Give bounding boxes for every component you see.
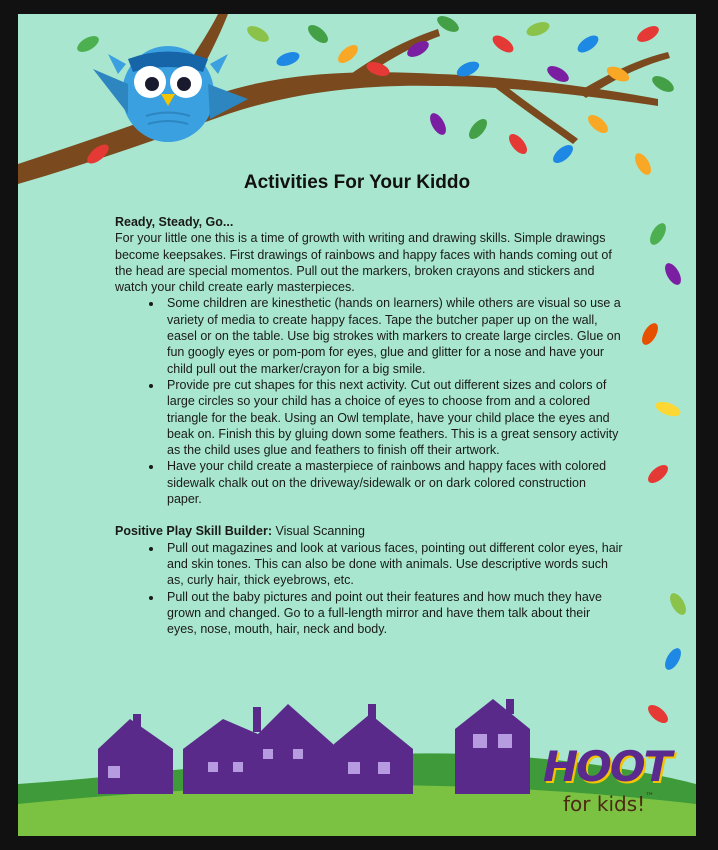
- activity-list: [115, 295, 623, 507]
- list-item: • Pull out magazines and look at various faces, pointing out different color eyes, hair and skin tones. This can also be done with animals. Use descriptive words such as, curly hair, thick eyebrows, etc.: [163, 540, 623, 589]
- list-item: • Provide pre cut shapes for this next activity. Cut out different sizes and colors of large circles so your child has a choice of eyes to choose from and a colored triangle for the beak. Using an Owl template, have your child place the eyes and beak on. Finish this by gluing down some feathers. This is a great sensory activity as the child uses glue and feathers to finish off their artwork.: [163, 377, 623, 458]
- section-intro: For your little one this is a time of growth with writing and drawing skills. Simple drawings become keepsakes. First drawings of rainbows and happy faces with hands coming out of the head are special momentos. Pull out the markers, broken crayons and stickers and watch your child create early masterpieces.: [115, 231, 612, 295]
- page-title: Activities For Your Kiddo: [243, 172, 471, 193]
- owl-icon: [93, 46, 248, 142]
- list-item: • Pull out the baby pictures and point out their features and how much they have grown and changed. Go to a full-length mirror and have them talk about their eyes, nose, mouth, hair, neck and body.: [163, 589, 623, 638]
- logo-subtext: for kids!™: [563, 792, 655, 816]
- hoot-for-kids-logo: [543, 742, 693, 832]
- list-item: • Have your child create a masterpiece of rainbows and happy faces with colored sidewalk chalk out on the driveway/sidewalk or on dark colored construction paper.: [163, 458, 623, 507]
- skill-builder-heading: Positive Play Skill Builder: Visual Scanning: [115, 524, 365, 539]
- logo-text: HOOT: [543, 742, 671, 791]
- houses: [98, 699, 530, 794]
- list-item: • Some children are kinesthetic (hands on learners) while others are visual so use a variety of media to create happy faces. Tape the butcher paper up on the wall, easel or on the table. Use big strokes with markers to create large circles. Glue on fun googly eyes or pom-pom for eyes, glue and glitter for a nose and have your child pull out the marker/crayon for a big smile.: [163, 295, 623, 376]
- skill-list: [115, 540, 623, 638]
- flyer-page: [18, 14, 696, 836]
- activities-content: [115, 214, 623, 637]
- section-heading: Ready, Steady, Go...: [115, 215, 234, 229]
